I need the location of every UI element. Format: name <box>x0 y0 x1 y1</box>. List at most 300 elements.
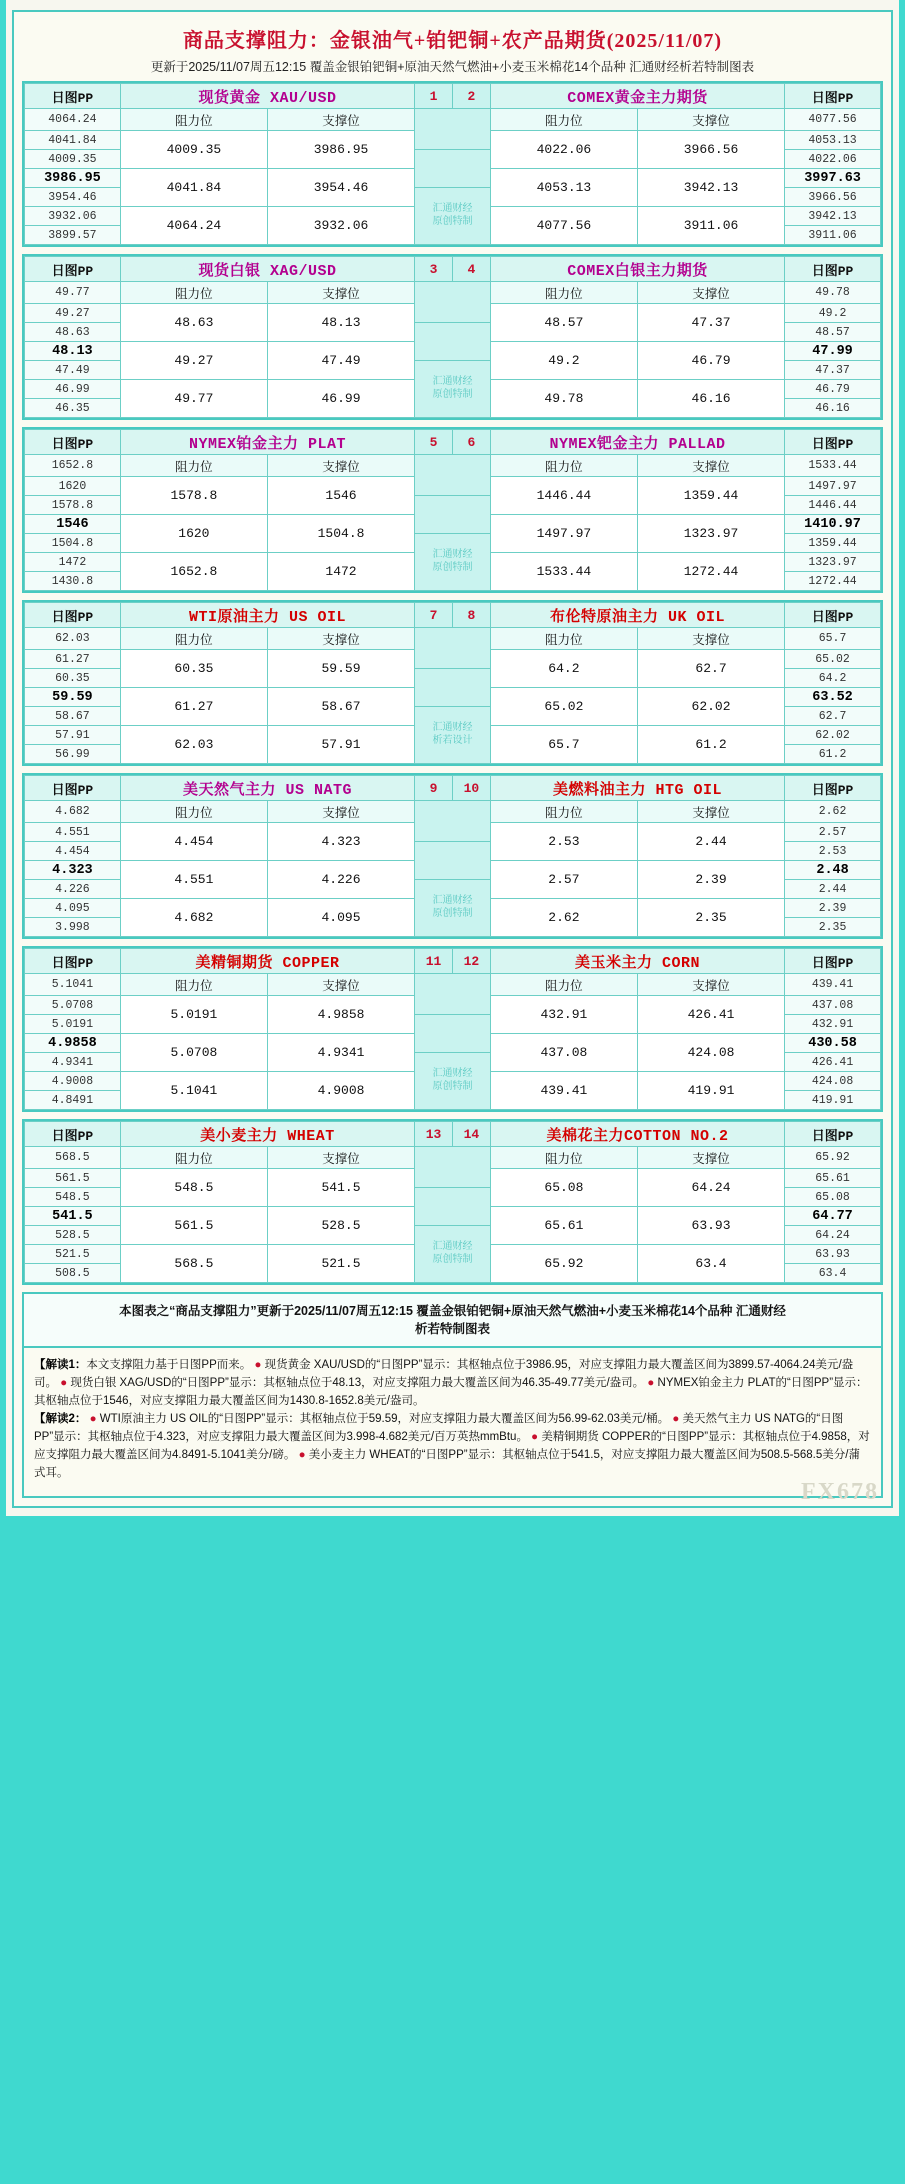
resistance-value-right: 49.78 <box>490 380 637 418</box>
pivot-value: 1546 <box>25 515 121 534</box>
resistance-value-left: 4.454 <box>120 823 267 861</box>
pivot-value: 65.02 <box>785 650 881 669</box>
pivot-value: 5.1041 <box>25 974 121 996</box>
pivot-value: 58.67 <box>25 707 121 726</box>
pivot-value: 47.49 <box>25 361 121 380</box>
support-value-left: 1504.8 <box>267 515 414 553</box>
pivot-value: 1652.8 <box>25 455 121 477</box>
pivot-value: 2.62 <box>785 801 881 823</box>
symbol-name-left: 美精铜期货 COPPER <box>120 949 414 974</box>
pivot-value: 432.91 <box>785 1015 881 1034</box>
symbol-table <box>24 1121 881 1283</box>
resistance-label-right: 阻力位 <box>490 282 637 304</box>
block-index-right: 14 <box>452 1122 490 1147</box>
pivot-value: 430.58 <box>785 1034 881 1053</box>
index-spacer <box>415 323 491 361</box>
symbol-name-right: 美棉花主力COTTON NO.2 <box>490 1122 784 1147</box>
pivot-value: 1323.97 <box>785 553 881 572</box>
support-value-left: 541.5 <box>267 1169 414 1207</box>
support-value-left: 4.226 <box>267 861 414 899</box>
resistance-value-right: 4053.13 <box>490 169 637 207</box>
resistance-value-right: 4022.06 <box>490 131 637 169</box>
pivot-value: 64.77 <box>785 1207 881 1226</box>
symbol-name-left: 现货黄金 XAU/USD <box>120 84 414 109</box>
index-spacer <box>415 669 491 707</box>
symbol-name-left: NYMEX铂金主力 PLAT <box>120 430 414 455</box>
block-index-left: 11 <box>415 949 453 974</box>
resistance-label-right: 阻力位 <box>490 801 637 823</box>
chart-watermark: 汇通财经 原创特制 <box>415 361 491 418</box>
support-value-right: 61.2 <box>637 726 784 764</box>
pivot-value: 64.2 <box>785 669 881 688</box>
resistance-label-left: 阻力位 <box>120 974 267 996</box>
pivot-value: 62.03 <box>25 628 121 650</box>
symbol-block <box>22 81 883 247</box>
support-label-right: 支撑位 <box>637 282 784 304</box>
pivot-value: 2.39 <box>785 899 881 918</box>
symbol-name-right: COMEX黄金主力期货 <box>490 84 784 109</box>
support-label-right: 支撑位 <box>637 1147 784 1169</box>
pivot-value: 4077.56 <box>785 109 881 131</box>
resistance-value-right: 1533.44 <box>490 553 637 591</box>
pivot-value: 3932.06 <box>25 207 121 226</box>
pp-header-left: 日图PP <box>25 1122 121 1147</box>
resistance-value-left: 1652.8 <box>120 553 267 591</box>
pivot-value: 49.77 <box>25 282 121 304</box>
resistance-value-right: 2.62 <box>490 899 637 937</box>
support-value-left: 46.99 <box>267 380 414 418</box>
pivot-value: 61.27 <box>25 650 121 669</box>
resistance-value-right: 65.02 <box>490 688 637 726</box>
symbol-table <box>24 775 881 937</box>
pp-header-right: 日图PP <box>785 1122 881 1147</box>
pivot-value: 46.99 <box>25 380 121 399</box>
chart-watermark: 汇通财经 原创特制 <box>415 1053 491 1110</box>
resistance-value-left: 568.5 <box>120 1245 267 1283</box>
bullet-icon: ● <box>672 1413 680 1425</box>
pivot-value: 508.5 <box>25 1264 121 1283</box>
note-2-item-2: 美精铜期货 COPPER的“日图PP”显示：其枢轴点位于4.9858，对应支撑阻力最大覆盖区间为4.8491-5.1041美分/磅。 <box>34 1431 870 1461</box>
resistance-value-left: 561.5 <box>120 1207 267 1245</box>
pivot-value: 2.53 <box>785 842 881 861</box>
index-spacer <box>415 842 491 880</box>
support-value-right: 64.24 <box>637 1169 784 1207</box>
pivot-value: 57.91 <box>25 726 121 745</box>
block-index-right: 2 <box>452 84 490 109</box>
support-value-right: 3942.13 <box>637 169 784 207</box>
pivot-value: 1533.44 <box>785 455 881 477</box>
resistance-value-right: 2.57 <box>490 861 637 899</box>
symbol-table <box>24 948 881 1110</box>
resistance-value-right: 437.08 <box>490 1034 637 1072</box>
support-value-right: 46.79 <box>637 342 784 380</box>
support-value-left: 3954.46 <box>267 169 414 207</box>
support-value-right: 2.35 <box>637 899 784 937</box>
pivot-value: 3.998 <box>25 918 121 937</box>
pivot-value: 424.08 <box>785 1072 881 1091</box>
support-value-right: 63.93 <box>637 1207 784 1245</box>
support-value-left: 4.9858 <box>267 996 414 1034</box>
resistance-value-right: 65.92 <box>490 1245 637 1283</box>
resistance-value-left: 5.0191 <box>120 996 267 1034</box>
pivot-value: 3986.95 <box>25 169 121 188</box>
index-spacer <box>415 628 491 669</box>
pivot-value: 48.57 <box>785 323 881 342</box>
pivot-value: 49.2 <box>785 304 881 323</box>
pivot-value: 62.02 <box>785 726 881 745</box>
symbol-table <box>24 602 881 764</box>
pivot-value: 47.37 <box>785 361 881 380</box>
index-spacer <box>415 1015 491 1053</box>
support-value-left: 58.67 <box>267 688 414 726</box>
page-title: 商品支撑阻力：金银油气+铂钯铜+农产品期货(2025/11/07) <box>182 30 723 52</box>
block-index-right: 12 <box>452 949 490 974</box>
pivot-value: 2.48 <box>785 861 881 880</box>
symbol-name-left: WTI原油主力 US OIL <box>120 603 414 628</box>
pivot-value: 4.9341 <box>25 1053 121 1072</box>
resistance-value-left: 5.1041 <box>120 1072 267 1110</box>
footer-line-2: 析若特制图表 <box>414 1322 490 1336</box>
pivot-value: 4.323 <box>25 861 121 880</box>
pivot-value: 1497.97 <box>785 477 881 496</box>
pp-header-left: 日图PP <box>25 603 121 628</box>
symbol-name-right: NYMEX钯金主力 PALLAD <box>490 430 784 455</box>
note-2-title: 【解读2： <box>34 1413 87 1425</box>
note-2-item-3: 美小麦主力 WHEAT的“日图PP”显示：其枢轴点位于541.5，对应支撑阻力最大覆盖区间为508.5-568.5美分/蒲式耳。 <box>34 1449 860 1479</box>
resistance-value-right: 1446.44 <box>490 477 637 515</box>
pivot-value: 49.27 <box>25 304 121 323</box>
support-value-left: 4.9008 <box>267 1072 414 1110</box>
symbol-name-left: 美天然气主力 US NATG <box>120 776 414 801</box>
block-index-right: 10 <box>452 776 490 801</box>
pivot-value: 3954.46 <box>25 188 121 207</box>
bullet-icon: ● <box>298 1449 306 1461</box>
pivot-value: 4053.13 <box>785 131 881 150</box>
pivot-value: 4.9858 <box>25 1034 121 1053</box>
index-spacer <box>415 150 491 188</box>
chart-watermark: 汇通财经 析若设计 <box>415 707 491 764</box>
support-label-left: 支撑位 <box>267 1147 414 1169</box>
resistance-value-left: 4041.84 <box>120 169 267 207</box>
bullet-icon: ● <box>89 1413 97 1425</box>
symbol-block <box>22 427 883 593</box>
support-value-left: 528.5 <box>267 1207 414 1245</box>
support-value-right: 1272.44 <box>637 553 784 591</box>
bullet-icon: ● <box>60 1377 68 1389</box>
pivot-value: 56.99 <box>25 745 121 764</box>
resistance-value-right: 432.91 <box>490 996 637 1034</box>
pivot-value: 61.2 <box>785 745 881 764</box>
note-1-text: 本文支撑阻力基于日图PP而来。 <box>86 1359 252 1371</box>
pivot-value: 3899.57 <box>25 226 121 245</box>
pivot-value: 1410.97 <box>785 515 881 534</box>
pivot-value: 4.226 <box>25 880 121 899</box>
pivot-value: 46.35 <box>25 399 121 418</box>
pivot-value: 528.5 <box>25 1226 121 1245</box>
pivot-value: 4.551 <box>25 823 121 842</box>
symbol-block <box>22 1119 883 1285</box>
pivot-value: 65.08 <box>785 1188 881 1207</box>
pp-header-right: 日图PP <box>785 776 881 801</box>
pivot-value: 5.0708 <box>25 996 121 1015</box>
notes-section <box>22 1348 883 1498</box>
resistance-value-left: 548.5 <box>120 1169 267 1207</box>
bullet-icon: ● <box>531 1431 539 1443</box>
pp-header-left: 日图PP <box>25 949 121 974</box>
support-label-right: 支撑位 <box>637 628 784 650</box>
block-index-left: 7 <box>415 603 453 628</box>
pp-header-left: 日图PP <box>25 430 121 455</box>
resistance-value-right: 65.7 <box>490 726 637 764</box>
resistance-label-right: 阻力位 <box>490 109 637 131</box>
pivot-value: 1578.8 <box>25 496 121 515</box>
resistance-value-right: 64.2 <box>490 650 637 688</box>
support-value-right: 46.16 <box>637 380 784 418</box>
support-value-left: 47.49 <box>267 342 414 380</box>
pivot-value: 63.93 <box>785 1245 881 1264</box>
symbol-name-left: 现货白银 XAG/USD <box>120 257 414 282</box>
support-value-right: 62.7 <box>637 650 784 688</box>
resistance-label-right: 阻力位 <box>490 455 637 477</box>
footer-summary <box>22 1292 883 1348</box>
pivot-value: 1504.8 <box>25 534 121 553</box>
pivot-value: 4041.84 <box>25 131 121 150</box>
footer-line-1: 本图表之“商品支撑阻力”更新于2025/11/07周五12:15 覆盖金银铂钯铜+原油天然气燃油+小麦玉米棉花14个品种 汇通财经 <box>119 1304 786 1318</box>
watermark-logo: FX678 <box>801 1479 879 1505</box>
pivot-value: 59.59 <box>25 688 121 707</box>
pivot-value: 62.7 <box>785 707 881 726</box>
block-index-right: 4 <box>452 257 490 282</box>
support-value-right: 424.08 <box>637 1034 784 1072</box>
pivot-value: 2.57 <box>785 823 881 842</box>
index-spacer <box>415 496 491 534</box>
index-spacer <box>415 455 491 496</box>
support-label-left: 支撑位 <box>267 109 414 131</box>
pp-header-right: 日图PP <box>785 257 881 282</box>
pivot-value: 426.41 <box>785 1053 881 1072</box>
pivot-value: 521.5 <box>25 1245 121 1264</box>
symbol-block <box>22 254 883 420</box>
block-index-left: 1 <box>415 84 453 109</box>
resistance-value-left: 49.77 <box>120 380 267 418</box>
pivot-value: 437.08 <box>785 996 881 1015</box>
note-2-item-0: WTI原油主力 US OIL的“日图PP”显示：其枢轴点位于59.59，对应支撑阻力最大覆盖区间为56.99-62.03美元/桶。 <box>99 1413 670 1425</box>
pivot-value: 65.7 <box>785 628 881 650</box>
blocks-container <box>22 81 883 1285</box>
support-value-left: 48.13 <box>267 304 414 342</box>
pivot-value: 4.454 <box>25 842 121 861</box>
pivot-value: 4.095 <box>25 899 121 918</box>
resistance-value-left: 49.27 <box>120 342 267 380</box>
support-value-left: 1472 <box>267 553 414 591</box>
pivot-value: 49.78 <box>785 282 881 304</box>
resistance-value-right: 4077.56 <box>490 207 637 245</box>
resistance-value-right: 1497.97 <box>490 515 637 553</box>
note-1-item-0: 现货黄金 XAU/USD的“日图PP”显示：其枢轴点位于3986.95，对应支撑阻力最大覆盖区间为3899.57-4064.24美元/盎司。 <box>34 1359 854 1389</box>
pivot-value: 541.5 <box>25 1207 121 1226</box>
support-value-right: 47.37 <box>637 304 784 342</box>
resistance-value-left: 1620 <box>120 515 267 553</box>
resistance-value-right: 2.53 <box>490 823 637 861</box>
pivot-value: 64.24 <box>785 1226 881 1245</box>
index-spacer <box>415 109 491 150</box>
support-value-right: 426.41 <box>637 996 784 1034</box>
pivot-value: 60.35 <box>25 669 121 688</box>
symbol-block <box>22 946 883 1112</box>
pivot-value: 63.52 <box>785 688 881 707</box>
symbol-block <box>22 600 883 766</box>
pivot-value: 3911.06 <box>785 226 881 245</box>
support-label-left: 支撑位 <box>267 628 414 650</box>
pivot-value: 439.41 <box>785 974 881 996</box>
report-sheet <box>12 10 893 1508</box>
pivot-value: 3966.56 <box>785 188 881 207</box>
support-label-left: 支撑位 <box>267 974 414 996</box>
pivot-value: 1430.8 <box>25 572 121 591</box>
note-1-item-2: NYMEX铂金主力 PLAT的“日图PP”显示：其枢轴点位于1546，对应支撑阻力最大覆盖区间为1430.8-1652.8美元/盎司。 <box>34 1377 868 1407</box>
chart-watermark: 汇通财经 原创特制 <box>415 534 491 591</box>
resistance-label-left: 阻力位 <box>120 628 267 650</box>
resistance-label-right: 阻力位 <box>490 628 637 650</box>
pivot-value: 46.16 <box>785 399 881 418</box>
chart-watermark: 汇通财经 原创特制 <box>415 188 491 245</box>
resistance-label-left: 阻力位 <box>120 282 267 304</box>
pivot-value: 4.9008 <box>25 1072 121 1091</box>
resistance-label-left: 阻力位 <box>120 801 267 823</box>
bullet-icon: ● <box>647 1377 655 1389</box>
pivot-value: 1272.44 <box>785 572 881 591</box>
page-subtitle: 更新于2025/11/07周五12:15 覆盖金银铂钯铜+原油天然气燃油+小麦玉米棉花14个品种 汇通财经析若特制图表 <box>150 60 755 74</box>
pivot-value: 4009.35 <box>25 150 121 169</box>
pivot-value: 48.13 <box>25 342 121 361</box>
symbol-table <box>24 256 881 418</box>
pivot-value: 1472 <box>25 553 121 572</box>
support-value-left: 521.5 <box>267 1245 414 1283</box>
pivot-value: 568.5 <box>25 1147 121 1169</box>
support-label-right: 支撑位 <box>637 455 784 477</box>
resistance-label-left: 阻力位 <box>120 109 267 131</box>
pivot-value: 1359.44 <box>785 534 881 553</box>
pivot-value: 65.92 <box>785 1147 881 1169</box>
bullet-icon: ● <box>254 1359 262 1371</box>
resistance-label-right: 阻力位 <box>490 1147 637 1169</box>
symbol-name-right: 布伦特原油主力 UK OIL <box>490 603 784 628</box>
note-1-title: 【解读1： <box>34 1359 87 1371</box>
pp-header-left: 日图PP <box>25 776 121 801</box>
support-value-left: 3986.95 <box>267 131 414 169</box>
block-index-left: 9 <box>415 776 453 801</box>
support-value-right: 3911.06 <box>637 207 784 245</box>
support-label-right: 支撑位 <box>637 801 784 823</box>
resistance-label-left: 阻力位 <box>120 455 267 477</box>
pivot-value: 3942.13 <box>785 207 881 226</box>
pivot-value: 46.79 <box>785 380 881 399</box>
resistance-value-left: 62.03 <box>120 726 267 764</box>
index-spacer <box>415 974 491 1015</box>
resistance-value-right: 65.08 <box>490 1169 637 1207</box>
symbol-name-right: 美玉米主力 CORN <box>490 949 784 974</box>
index-spacer <box>415 1188 491 1226</box>
symbol-block <box>22 773 883 939</box>
support-value-left: 3932.06 <box>267 207 414 245</box>
support-value-left: 4.323 <box>267 823 414 861</box>
symbol-table <box>24 83 881 245</box>
resistance-value-left: 1578.8 <box>120 477 267 515</box>
block-index-left: 13 <box>415 1122 453 1147</box>
symbol-name-left: 美小麦主力 WHEAT <box>120 1122 414 1147</box>
pivot-value: 4.8491 <box>25 1091 121 1110</box>
pivot-value: 1620 <box>25 477 121 496</box>
resistance-value-left: 4064.24 <box>120 207 267 245</box>
pivot-value: 2.35 <box>785 918 881 937</box>
block-index-right: 6 <box>452 430 490 455</box>
resistance-value-left: 48.63 <box>120 304 267 342</box>
support-value-left: 59.59 <box>267 650 414 688</box>
block-index-right: 8 <box>452 603 490 628</box>
index-spacer <box>415 801 491 842</box>
note-2-item-1: 美天然气主力 US NATG的“日图PP”显示：其枢轴点位于4.323，对应支撑阻力最大覆盖区间为3.998-4.682美元/百万英热mmBtu。 <box>34 1413 844 1443</box>
support-label-left: 支撑位 <box>267 455 414 477</box>
pp-header-right: 日图PP <box>785 603 881 628</box>
pp-header-left: 日图PP <box>25 257 121 282</box>
pp-header-left: 日图PP <box>25 84 121 109</box>
pivot-value: 4.682 <box>25 801 121 823</box>
pivot-value: 3997.63 <box>785 169 881 188</box>
index-spacer <box>415 1147 491 1188</box>
resistance-value-left: 61.27 <box>120 688 267 726</box>
support-value-right: 62.02 <box>637 688 784 726</box>
pivot-value: 1446.44 <box>785 496 881 515</box>
support-label-left: 支撑位 <box>267 282 414 304</box>
support-value-left: 4.095 <box>267 899 414 937</box>
resistance-value-left: 60.35 <box>120 650 267 688</box>
pivot-value: 5.0191 <box>25 1015 121 1034</box>
support-value-right: 2.44 <box>637 823 784 861</box>
index-spacer <box>415 282 491 323</box>
note-1-item-1: 现货白银 XAG/USD的“日图PP”显示：其枢轴点位于48.13，对应支撑阻力最大覆盖区间为46.35-49.77美元/盎司。 <box>70 1377 645 1389</box>
support-label-right: 支撑位 <box>637 974 784 996</box>
pp-header-right: 日图PP <box>785 84 881 109</box>
support-value-right: 63.4 <box>637 1245 784 1283</box>
support-value-right: 419.91 <box>637 1072 784 1110</box>
resistance-value-left: 4009.35 <box>120 131 267 169</box>
pivot-value: 561.5 <box>25 1169 121 1188</box>
support-value-left: 1546 <box>267 477 414 515</box>
pivot-value: 548.5 <box>25 1188 121 1207</box>
resistance-value-right: 65.61 <box>490 1207 637 1245</box>
pivot-value: 65.61 <box>785 1169 881 1188</box>
chart-watermark: 汇通财经 原创特制 <box>415 880 491 937</box>
support-value-left: 57.91 <box>267 726 414 764</box>
symbol-name-right: 美燃料油主力 HTG OIL <box>490 776 784 801</box>
support-value-right: 3966.56 <box>637 131 784 169</box>
symbol-table <box>24 429 881 591</box>
resistance-label-right: 阻力位 <box>490 974 637 996</box>
pivot-value: 419.91 <box>785 1091 881 1110</box>
pivot-value: 4022.06 <box>785 150 881 169</box>
resistance-value-right: 439.41 <box>490 1072 637 1110</box>
block-index-left: 3 <box>415 257 453 282</box>
pivot-value: 48.63 <box>25 323 121 342</box>
resistance-value-left: 4.682 <box>120 899 267 937</box>
pivot-value: 63.4 <box>785 1264 881 1283</box>
pivot-value: 4064.24 <box>25 109 121 131</box>
block-index-left: 5 <box>415 430 453 455</box>
pivot-value: 47.99 <box>785 342 881 361</box>
support-value-right: 2.39 <box>637 861 784 899</box>
support-value-right: 1323.97 <box>637 515 784 553</box>
note-2 <box>34 1410 871 1482</box>
